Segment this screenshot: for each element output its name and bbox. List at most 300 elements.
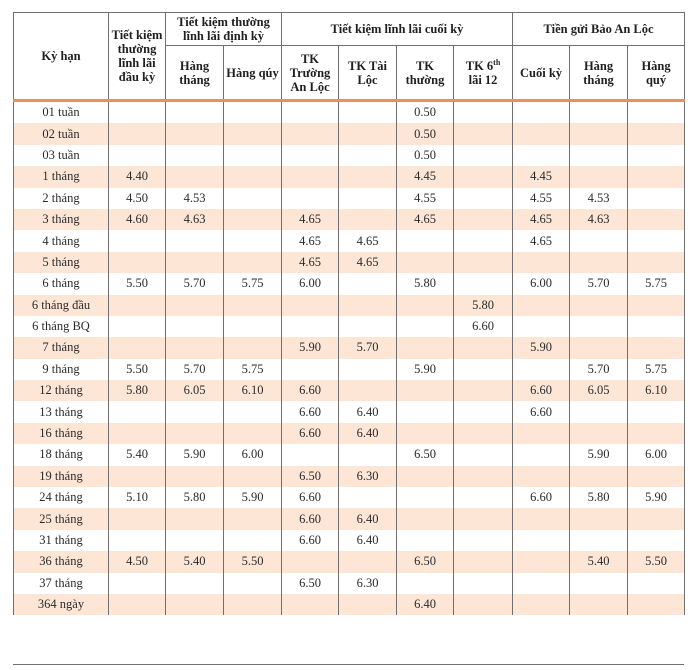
rate-cell-tk-tai-loc: 4.65 <box>339 252 397 273</box>
header-periodic-quarterly: Hàng qúy <box>224 46 282 101</box>
rate-cell-periodic-monthly <box>166 101 224 124</box>
rate-cell-bal-monthly <box>570 423 628 444</box>
rate-cell-tk-tai-loc <box>339 273 397 294</box>
rate-cell-tk-thuong: 0.50 <box>397 123 454 144</box>
rate-cell-bal-quarterly <box>628 230 685 251</box>
term-cell: 03 tuần <box>14 145 109 166</box>
rate-cell-periodic-quarterly <box>224 401 282 422</box>
rate-cell-bal-monthly <box>570 594 628 615</box>
rate-cell-periodic-quarterly <box>224 316 282 337</box>
rate-cell-tk-6th-lai-12 <box>454 230 513 251</box>
header-bal-monthly: Hàng tháng <box>570 46 628 101</box>
rate-cell-bal-quarterly <box>628 101 685 124</box>
rate-cell-tk-thuong: 4.45 <box>397 166 454 187</box>
rate-cell-tk-tai-loc <box>339 188 397 209</box>
header-group-bao-an-loc: Tiền gửi Bảo An Lộc <box>513 13 685 46</box>
table-row <box>14 123 685 144</box>
rate-cell-upfront: 4.60 <box>109 209 166 230</box>
rate-cell-periodic-quarterly <box>224 166 282 187</box>
rate-cell-bal-monthly <box>570 573 628 594</box>
rate-cell-tk-tai-loc <box>339 359 397 380</box>
header-bal-quarterly: Hàng quý <box>628 46 685 101</box>
rate-cell-periodic-monthly <box>166 466 224 487</box>
rate-cell-tk-tai-loc: 5.70 <box>339 337 397 358</box>
rate-cell-tk-thuong <box>397 230 454 251</box>
rate-cell-periodic-quarterly <box>224 145 282 166</box>
rate-cell-tk-6th-lai-12 <box>454 145 513 166</box>
rate-cell-bal-quarterly: 5.75 <box>628 273 685 294</box>
term-cell: 9 tháng <box>14 359 109 380</box>
rate-cell-tk-thuong <box>397 466 454 487</box>
table-row <box>14 101 685 124</box>
header-bal-end: Cuối kỳ <box>513 46 570 101</box>
rate-cell-tk-6th-lai-12 <box>454 530 513 551</box>
rate-cell-periodic-monthly <box>166 252 224 273</box>
rate-cell-tk-thuong <box>397 316 454 337</box>
rate-cell-tk-thuong: 0.50 <box>397 145 454 166</box>
rate-cell-bal-monthly: 5.90 <box>570 444 628 465</box>
rate-cell-tk-6th-lai-12 <box>454 273 513 294</box>
rate-cell-tk-thuong: 4.55 <box>397 188 454 209</box>
rate-cell-tk-6th-lai-12 <box>454 209 513 230</box>
rate-cell-bal-end <box>513 573 570 594</box>
rate-cell-bal-end <box>513 530 570 551</box>
rate-cell-upfront <box>109 145 166 166</box>
rate-cell-periodic-quarterly <box>224 230 282 251</box>
interest-rate-table-container <box>13 12 684 615</box>
table-row <box>14 230 685 251</box>
rate-cell-tk-tai-loc <box>339 123 397 144</box>
rate-cell-upfront <box>109 401 166 422</box>
rate-cell-upfront: 5.40 <box>109 444 166 465</box>
table-row <box>14 423 685 444</box>
rate-cell-periodic-monthly: 5.80 <box>166 487 224 508</box>
rate-cell-bal-monthly <box>570 530 628 551</box>
rate-cell-bal-quarterly <box>628 145 685 166</box>
rate-cell-tk-truong-an-loc: 6.60 <box>282 401 339 422</box>
rate-cell-upfront <box>109 594 166 615</box>
rate-cell-tk-truong-an-loc: 6.60 <box>282 380 339 401</box>
rate-cell-tk-truong-an-loc <box>282 444 339 465</box>
rate-cell-tk-tai-loc: 4.65 <box>339 230 397 251</box>
rate-cell-bal-quarterly: 5.50 <box>628 551 685 572</box>
rate-cell-bal-end <box>513 295 570 316</box>
rate-cell-tk-thuong <box>397 423 454 444</box>
rate-cell-tk-tai-loc <box>339 316 397 337</box>
rate-cell-periodic-monthly <box>166 594 224 615</box>
rate-cell-tk-thuong <box>397 487 454 508</box>
rate-cell-tk-tai-loc <box>339 209 397 230</box>
term-cell: 31 tháng <box>14 530 109 551</box>
header-tk-6th-lai-12 <box>454 46 513 101</box>
table-row <box>14 188 685 209</box>
rate-cell-bal-end: 4.55 <box>513 188 570 209</box>
table-row <box>14 487 685 508</box>
rate-cell-periodic-quarterly: 5.50 <box>224 551 282 572</box>
rate-cell-tk-truong-an-loc <box>282 359 339 380</box>
rate-cell-periodic-quarterly <box>224 337 282 358</box>
rate-cell-periodic-monthly <box>166 166 224 187</box>
rate-cell-tk-6th-lai-12 <box>454 380 513 401</box>
rate-cell-tk-thuong <box>397 508 454 529</box>
rate-cell-bal-monthly: 4.53 <box>570 188 628 209</box>
rate-cell-tk-thuong <box>397 380 454 401</box>
rate-cell-tk-tai-loc: 6.40 <box>339 530 397 551</box>
header-tk-6th-suffix: lãi 12 <box>468 72 498 87</box>
rate-cell-bal-monthly <box>570 466 628 487</box>
rate-cell-bal-quarterly: 6.10 <box>628 380 685 401</box>
interest-rate-table <box>13 12 685 615</box>
term-cell: 5 tháng <box>14 252 109 273</box>
table-row <box>14 209 685 230</box>
rate-cell-tk-tai-loc <box>339 145 397 166</box>
rate-cell-upfront <box>109 423 166 444</box>
rate-cell-bal-end <box>513 123 570 144</box>
term-cell: 13 tháng <box>14 401 109 422</box>
rate-cell-upfront: 5.50 <box>109 273 166 294</box>
rate-cell-periodic-quarterly: 5.90 <box>224 487 282 508</box>
rate-cell-upfront: 5.80 <box>109 380 166 401</box>
rate-cell-periodic-monthly <box>166 230 224 251</box>
rate-cell-bal-end <box>513 594 570 615</box>
rate-cell-tk-thuong: 6.40 <box>397 594 454 615</box>
rate-cell-tk-6th-lai-12: 5.80 <box>454 295 513 316</box>
rate-cell-bal-end <box>513 316 570 337</box>
rate-cell-tk-truong-an-loc: 6.60 <box>282 508 339 529</box>
rate-cell-periodic-monthly <box>166 573 224 594</box>
rate-cell-periodic-quarterly <box>224 123 282 144</box>
rate-cell-tk-truong-an-loc <box>282 594 339 615</box>
table-row <box>14 337 685 358</box>
rate-cell-periodic-quarterly: 5.75 <box>224 273 282 294</box>
rate-cell-bal-quarterly <box>628 594 685 615</box>
rate-cell-tk-truong-an-loc: 6.50 <box>282 466 339 487</box>
rate-cell-tk-truong-an-loc: 6.00 <box>282 273 339 294</box>
rate-cell-tk-truong-an-loc <box>282 123 339 144</box>
rate-cell-bal-monthly <box>570 316 628 337</box>
rate-cell-bal-end: 4.65 <box>513 230 570 251</box>
rate-cell-tk-tai-loc <box>339 444 397 465</box>
rate-cell-periodic-quarterly <box>224 188 282 209</box>
table-row <box>14 252 685 273</box>
rate-cell-bal-end: 6.60 <box>513 487 570 508</box>
rate-cell-tk-thuong: 0.50 <box>397 101 454 124</box>
table-row <box>14 466 685 487</box>
table-row <box>14 295 685 316</box>
rate-cell-tk-thuong <box>397 337 454 358</box>
rate-cell-periodic-monthly: 4.53 <box>166 188 224 209</box>
rate-cell-tk-truong-an-loc <box>282 188 339 209</box>
rate-cell-bal-end <box>513 359 570 380</box>
rate-cell-periodic-monthly <box>166 508 224 529</box>
rate-cell-tk-tai-loc <box>339 295 397 316</box>
rate-cell-periodic-quarterly <box>224 594 282 615</box>
rate-cell-bal-monthly <box>570 230 628 251</box>
rate-cell-periodic-monthly: 5.70 <box>166 359 224 380</box>
rate-cell-tk-truong-an-loc <box>282 166 339 187</box>
rate-cell-bal-end <box>513 423 570 444</box>
rate-cell-periodic-quarterly: 6.10 <box>224 380 282 401</box>
rate-cell-upfront: 4.50 <box>109 188 166 209</box>
rate-cell-bal-quarterly <box>628 295 685 316</box>
rate-cell-bal-monthly: 5.40 <box>570 551 628 572</box>
header-upfront-interest: Tiết kiệm thường lĩnh lãi đầu kỳ <box>109 13 166 101</box>
rate-cell-tk-thuong <box>397 295 454 316</box>
rate-cell-periodic-monthly: 6.05 <box>166 380 224 401</box>
table-row <box>14 380 685 401</box>
rate-cell-tk-truong-an-loc <box>282 101 339 124</box>
rate-cell-periodic-quarterly <box>224 530 282 551</box>
rate-cell-bal-monthly <box>570 337 628 358</box>
rate-cell-tk-tai-loc <box>339 594 397 615</box>
rate-cell-bal-quarterly <box>628 252 685 273</box>
term-cell: 6 tháng <box>14 273 109 294</box>
rate-cell-bal-quarterly <box>628 188 685 209</box>
rate-cell-bal-quarterly <box>628 166 685 187</box>
rate-cell-tk-6th-lai-12 <box>454 551 513 572</box>
header-tk-truong-an-loc: TK Trường An Lộc <box>282 46 339 101</box>
rate-cell-periodic-quarterly <box>224 295 282 316</box>
rate-cell-tk-6th-lai-12 <box>454 101 513 124</box>
term-cell: 6 tháng đầu <box>14 295 109 316</box>
rate-cell-periodic-monthly: 5.70 <box>166 273 224 294</box>
rate-cell-tk-tai-loc <box>339 101 397 124</box>
term-cell: 37 tháng <box>14 573 109 594</box>
table-row <box>14 401 685 422</box>
header-group-maturity: Tiết kiệm lĩnh lãi cuối kỳ <box>282 13 513 46</box>
rate-cell-bal-quarterly: 6.00 <box>628 444 685 465</box>
rate-cell-bal-monthly <box>570 508 628 529</box>
rate-cell-bal-quarterly <box>628 573 685 594</box>
rate-cell-bal-end: 6.00 <box>513 273 570 294</box>
rate-cell-bal-monthly <box>570 295 628 316</box>
rate-cell-tk-thuong: 5.80 <box>397 273 454 294</box>
rate-cell-upfront <box>109 123 166 144</box>
term-cell: 1 tháng <box>14 166 109 187</box>
rate-cell-tk-6th-lai-12 <box>454 337 513 358</box>
rate-cell-tk-thuong <box>397 573 454 594</box>
rate-cell-tk-thuong <box>397 530 454 551</box>
rate-cell-upfront <box>109 508 166 529</box>
rate-cell-tk-6th-lai-12 <box>454 573 513 594</box>
rate-cell-tk-6th-lai-12 <box>454 123 513 144</box>
rate-cell-tk-truong-an-loc: 4.65 <box>282 252 339 273</box>
rate-cell-upfront: 5.50 <box>109 359 166 380</box>
header-periodic-monthly: Hàng tháng <box>166 46 224 101</box>
rate-cell-bal-monthly <box>570 252 628 273</box>
rate-cell-tk-thuong: 4.65 <box>397 209 454 230</box>
term-cell: 01 tuần <box>14 101 109 124</box>
rate-cell-bal-end <box>513 444 570 465</box>
rate-cell-bal-end: 6.60 <box>513 380 570 401</box>
table-row <box>14 316 685 337</box>
rate-cell-bal-quarterly <box>628 508 685 529</box>
rate-cell-upfront: 4.50 <box>109 551 166 572</box>
table-row <box>14 444 685 465</box>
rate-cell-periodic-quarterly <box>224 423 282 444</box>
rate-cell-bal-end <box>513 551 570 572</box>
rate-cell-upfront <box>109 295 166 316</box>
term-cell: 02 tuần <box>14 123 109 144</box>
rate-cell-tk-thuong: 6.50 <box>397 444 454 465</box>
rate-cell-bal-quarterly <box>628 401 685 422</box>
rate-cell-periodic-quarterly <box>224 101 282 124</box>
rate-cell-bal-monthly <box>570 166 628 187</box>
rate-cell-tk-6th-lai-12 <box>454 166 513 187</box>
rate-cell-tk-6th-lai-12 <box>454 508 513 529</box>
rate-cell-upfront <box>109 252 166 273</box>
rate-cell-bal-end <box>513 466 570 487</box>
rate-cell-bal-monthly: 5.70 <box>570 359 628 380</box>
rate-cell-tk-6th-lai-12 <box>454 423 513 444</box>
table-row <box>14 594 685 615</box>
rate-cell-tk-6th-lai-12 <box>454 487 513 508</box>
table-header <box>14 13 685 101</box>
rate-cell-bal-monthly <box>570 145 628 166</box>
rate-cell-periodic-monthly <box>166 123 224 144</box>
rate-cell-periodic-quarterly <box>224 508 282 529</box>
rate-cell-tk-6th-lai-12 <box>454 401 513 422</box>
rate-cell-periodic-monthly <box>166 530 224 551</box>
rate-cell-tk-truong-an-loc: 6.60 <box>282 530 339 551</box>
rate-cell-tk-truong-an-loc: 6.60 <box>282 423 339 444</box>
table-row <box>14 573 685 594</box>
rate-cell-periodic-monthly <box>166 316 224 337</box>
rate-cell-bal-quarterly: 5.90 <box>628 487 685 508</box>
rate-cell-upfront <box>109 573 166 594</box>
rate-cell-bal-end <box>513 252 570 273</box>
table-row <box>14 359 685 380</box>
header-term: Kỳ hạn <box>14 13 109 101</box>
table-body <box>14 101 685 616</box>
rate-cell-bal-quarterly <box>628 466 685 487</box>
rate-cell-tk-6th-lai-12 <box>454 252 513 273</box>
rate-cell-upfront: 4.40 <box>109 166 166 187</box>
rate-cell-periodic-monthly <box>166 401 224 422</box>
rate-cell-tk-6th-lai-12 <box>454 466 513 487</box>
rate-cell-upfront <box>109 316 166 337</box>
rate-cell-tk-truong-an-loc: 4.65 <box>282 230 339 251</box>
rate-cell-bal-quarterly <box>628 316 685 337</box>
rate-cell-tk-6th-lai-12 <box>454 594 513 615</box>
rate-cell-tk-6th-lai-12 <box>454 188 513 209</box>
term-cell: 4 tháng <box>14 230 109 251</box>
term-cell: 364 ngày <box>14 594 109 615</box>
rate-cell-tk-truong-an-loc: 4.65 <box>282 209 339 230</box>
header-tk-tai-loc: TK Tài Lộc <box>339 46 397 101</box>
rate-cell-tk-tai-loc <box>339 380 397 401</box>
rate-cell-bal-monthly <box>570 123 628 144</box>
header-tk-thuong: TK thường <box>397 46 454 101</box>
rate-cell-tk-thuong <box>397 252 454 273</box>
rate-cell-tk-tai-loc <box>339 166 397 187</box>
table-row <box>14 166 685 187</box>
rate-cell-periodic-monthly <box>166 145 224 166</box>
rate-cell-bal-monthly: 4.63 <box>570 209 628 230</box>
rate-cell-periodic-monthly: 5.40 <box>166 551 224 572</box>
term-cell: 24 tháng <box>14 487 109 508</box>
rate-cell-tk-6th-lai-12 <box>454 444 513 465</box>
rate-cell-bal-end <box>513 508 570 529</box>
rate-cell-bal-end <box>513 101 570 124</box>
term-cell: 2 tháng <box>14 188 109 209</box>
rate-cell-periodic-quarterly <box>224 252 282 273</box>
rate-cell-periodic-monthly <box>166 295 224 316</box>
rate-cell-tk-tai-loc: 6.40 <box>339 508 397 529</box>
header-group-periodic: Tiết kiệm thường lĩnh lãi định kỳ <box>166 13 282 46</box>
rate-cell-tk-tai-loc: 6.40 <box>339 423 397 444</box>
term-cell: 36 tháng <box>14 551 109 572</box>
rate-cell-bal-end: 4.65 <box>513 209 570 230</box>
rate-cell-upfront <box>109 101 166 124</box>
rate-cell-periodic-monthly <box>166 423 224 444</box>
rate-cell-bal-quarterly <box>628 209 685 230</box>
term-cell: 25 tháng <box>14 508 109 529</box>
header-tk-6th-sup: th <box>493 57 501 67</box>
rate-cell-tk-6th-lai-12 <box>454 359 513 380</box>
header-tk-6th-prefix: TK 6 <box>465 58 494 73</box>
rate-cell-bal-monthly: 6.05 <box>570 380 628 401</box>
rate-cell-tk-truong-an-loc <box>282 145 339 166</box>
term-cell: 19 tháng <box>14 466 109 487</box>
rate-cell-periodic-monthly: 4.63 <box>166 209 224 230</box>
rate-cell-bal-end: 5.90 <box>513 337 570 358</box>
rate-cell-bal-monthly: 5.70 <box>570 273 628 294</box>
rate-cell-periodic-quarterly <box>224 466 282 487</box>
rate-cell-tk-truong-an-loc: 5.90 <box>282 337 339 358</box>
rate-cell-tk-tai-loc <box>339 487 397 508</box>
rate-cell-bal-end: 6.60 <box>513 401 570 422</box>
rate-cell-upfront: 5.10 <box>109 487 166 508</box>
rate-cell-bal-monthly <box>570 401 628 422</box>
rate-cell-bal-end <box>513 145 570 166</box>
term-cell: 6 tháng BQ <box>14 316 109 337</box>
rate-cell-bal-quarterly: 5.75 <box>628 359 685 380</box>
term-cell: 18 tháng <box>14 444 109 465</box>
rate-cell-bal-quarterly <box>628 530 685 551</box>
term-cell: 3 tháng <box>14 209 109 230</box>
term-cell: 7 tháng <box>14 337 109 358</box>
rate-cell-upfront <box>109 466 166 487</box>
rate-cell-tk-truong-an-loc: 6.60 <box>282 487 339 508</box>
term-cell: 16 tháng <box>14 423 109 444</box>
rate-cell-tk-truong-an-loc <box>282 316 339 337</box>
rate-cell-tk-6th-lai-12: 6.60 <box>454 316 513 337</box>
rate-cell-tk-tai-loc: 6.40 <box>339 401 397 422</box>
rate-cell-tk-thuong <box>397 401 454 422</box>
table-row <box>14 273 685 294</box>
rate-cell-tk-tai-loc <box>339 551 397 572</box>
table-row <box>14 145 685 166</box>
table-row <box>14 530 685 551</box>
rate-cell-tk-thuong: 5.90 <box>397 359 454 380</box>
rate-cell-periodic-monthly: 5.90 <box>166 444 224 465</box>
rate-cell-upfront <box>109 530 166 551</box>
rate-cell-bal-end: 4.45 <box>513 166 570 187</box>
rate-cell-periodic-quarterly: 6.00 <box>224 444 282 465</box>
rate-cell-bal-monthly <box>570 101 628 124</box>
rate-cell-periodic-quarterly <box>224 209 282 230</box>
rate-cell-upfront <box>109 230 166 251</box>
table-row <box>14 508 685 529</box>
rate-cell-bal-quarterly <box>628 123 685 144</box>
table-row <box>14 551 685 572</box>
rate-cell-periodic-quarterly: 5.75 <box>224 359 282 380</box>
rate-cell-tk-thuong: 6.50 <box>397 551 454 572</box>
rate-cell-bal-quarterly <box>628 423 685 444</box>
rate-cell-tk-truong-an-loc <box>282 551 339 572</box>
rate-cell-upfront <box>109 337 166 358</box>
